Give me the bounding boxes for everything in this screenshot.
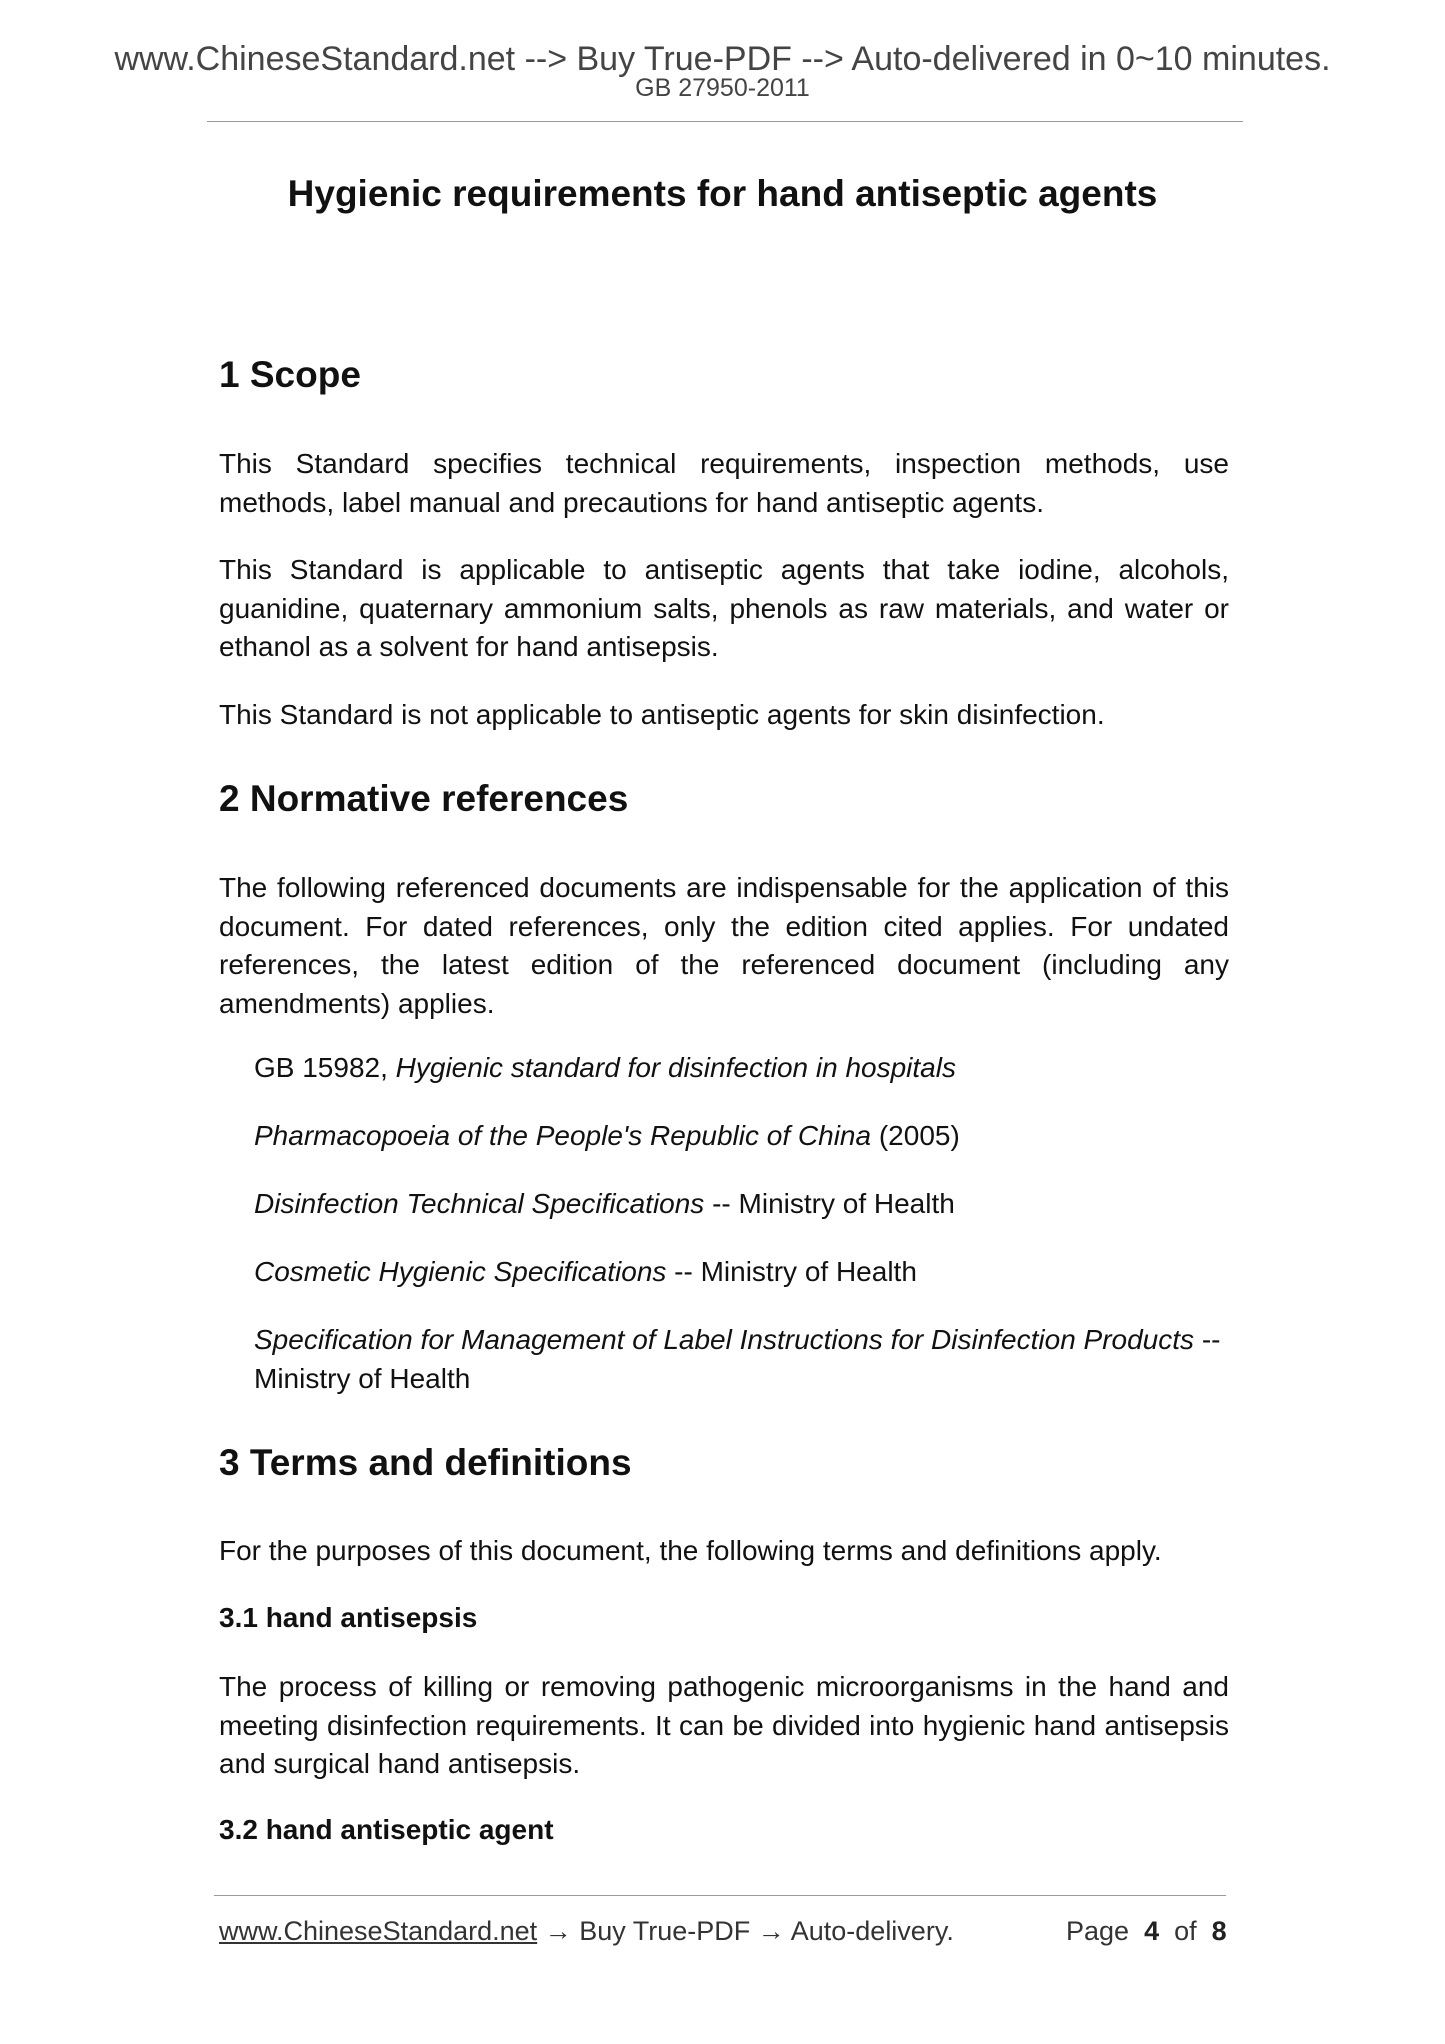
reference-suffix: -- Ministry of Health: [704, 1188, 955, 1219]
reference-item: [219, 1185, 1229, 1224]
reference-item: [219, 1117, 1229, 1156]
standard-code: GB 27950-2011: [635, 74, 810, 102]
page-label: Page: [1066, 1916, 1130, 1946]
reference-suffix: -- Ministry of Health: [666, 1256, 917, 1287]
reference-title: Disinfection Technical Specifications: [254, 1188, 705, 1219]
section-heading-normative: 2 Normative references: [219, 778, 629, 819]
reference-suffix: (2005): [871, 1120, 960, 1151]
reference-prefix: GB 15982,: [254, 1052, 396, 1083]
page-total: 8: [1211, 1916, 1227, 1946]
reference-title: Cosmetic Hygienic Specifications: [254, 1256, 667, 1287]
scope-paragraph-2: This Standard is applicable to antiseptic agents that take iodine, alcohols, guanidine, quaternary ammonium salts, phenols as raw materials, and water or ethanol as a solvent for hand antisepsis.: [219, 554, 1229, 662]
section-heading-terms: 3 Terms and definitions: [219, 1442, 632, 1483]
terms-intro-wrap: [219, 1532, 1229, 1571]
term-heading-hand-antiseptic-agent: 3.2 hand antiseptic agent: [219, 1814, 554, 1845]
term-body-hand-antisepsis: The process of killing or removing pathogenic microorganisms in the hand and meeting disinfection requirements. It can be divided into hygienic hand antisepsis and surgical hand antisepsis.: [219, 1671, 1229, 1779]
reference-title: Specification for Management of Label Instructions for Disinfection Products: [254, 1324, 1195, 1355]
site-banner: www.ChineseStandard.net --> Buy True-PDF --> Auto-delivered in 0~10 minutes.: [114, 40, 1331, 78]
reference-item: [219, 1253, 1229, 1292]
footer-site-link[interactable]: www.ChineseStandard.net: [219, 1916, 538, 1946]
reference-item: [219, 1321, 1229, 1398]
term-heading-wrap: [219, 1600, 1229, 1636]
header-divider: [207, 121, 1243, 122]
footer-divider: [214, 1895, 1226, 1896]
footer-promo: → Buy True-PDF → Auto-delivery.: [537, 1916, 954, 1946]
reference-title: Hygienic standard for disinfection in hospitals: [395, 1052, 956, 1083]
section-terms: [219, 1440, 1229, 1486]
page-current: 4: [1144, 1916, 1160, 1946]
term-heading-hand-antisepsis: 3.1 hand antisepsis: [219, 1602, 478, 1633]
section-heading-scope: 1 Scope: [219, 354, 361, 395]
scope-paragraph-3-wrap: [219, 696, 1229, 735]
term-body-wrap: [219, 1668, 1229, 1784]
document-title: Hygienic requirements for hand antiseptic agents: [287, 173, 1158, 214]
scope-paragraph-2-wrap: [219, 551, 1229, 667]
section-normative: [219, 776, 1229, 822]
reference-title: Pharmacopoeia of the People's Republic of China: [254, 1120, 872, 1151]
page-of: of: [1174, 1916, 1197, 1946]
scope-paragraph-1: This Standard specifies technical requirements, inspection methods, use methods, label manual and precautions for hand antiseptic agents.: [219, 448, 1229, 518]
normative-intro: The following referenced documents are indispensable for the application of this document. For dated references, only the edition cited applies. For undated references, the latest edition of the referenced document (including any amendments) applies.: [219, 872, 1229, 1019]
scope-paragraph-3: This Standard is not applicable to antiseptic agents for skin disinfection.: [219, 699, 1105, 730]
scope-paragraph-1-wrap: [219, 445, 1229, 522]
page-indicator: [1066, 1914, 1227, 1948]
section-scope: [219, 352, 1229, 398]
terms-intro: For the purposes of this document, the following terms and definitions apply.: [219, 1535, 1162, 1566]
term-heading-wrap: [219, 1812, 1229, 1848]
reference-item: [219, 1049, 1229, 1088]
reference-suffix: -- Ministry of Health: [254, 1324, 1221, 1394]
normative-intro-wrap: [219, 869, 1229, 1023]
